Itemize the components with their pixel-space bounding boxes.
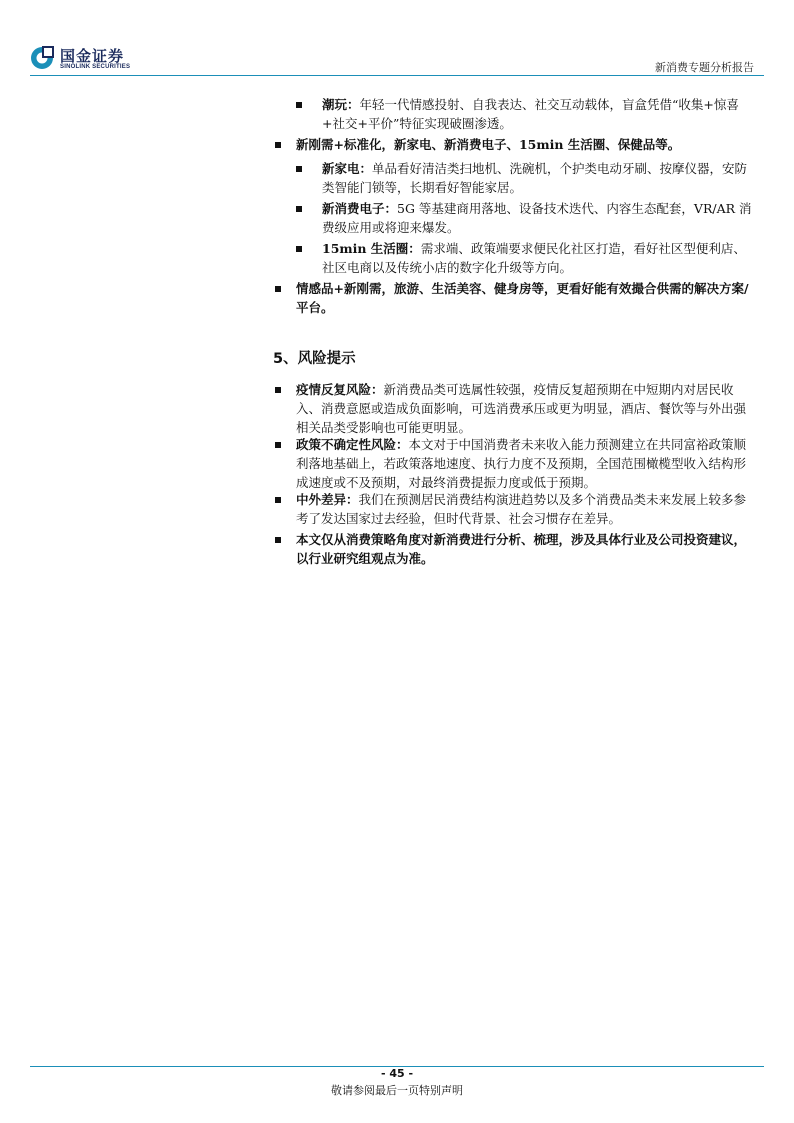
bullet-square-icon <box>275 442 281 448</box>
bullet-square-icon <box>275 286 281 292</box>
risk-label: 政策不确定性风险： <box>296 437 409 452</box>
logo-mark-icon <box>30 46 54 70</box>
bullet-square-icon <box>296 206 302 212</box>
section-heading: 5、风险提示 <box>273 351 356 367</box>
sub-bullet-15min-life-circle <box>322 239 756 277</box>
page-header <box>0 0 794 80</box>
risk-text: 本文仅从消费策略角度对新消费进行分析、梳理，涉及具体行业及公司投资建议，以行业研究组观点为准。 <box>296 532 747 566</box>
company-logo <box>30 46 145 74</box>
bullet-square-icon <box>296 166 302 172</box>
header-divider <box>30 75 764 76</box>
logo-english-name: SINOLINK SECURITIES <box>60 64 131 70</box>
risk-item-policy <box>296 435 756 492</box>
risk-text: 新消费品类可选属性较强，疫情反复超预期在中短期内对居民收入、消费意愿或造成负面影响，可选消费承压或更为明显，酒店、餐饮等与外出强相关品类受影响也可能更明显。 <box>296 382 747 435</box>
bullet-square-icon <box>275 387 281 393</box>
report-title: 新消费专题分析报告 <box>655 61 754 74</box>
sub-bullet-label: 新家电： <box>322 161 373 176</box>
risk-text: 本文对于中国消费者未来收入能力预测建立在共同富裕政策顺利落地基础上，若政策落地速度、执行力度不及预期，全国范围橄榄型收入结构形成速度或不及预期，对最终消费提振力度或低于预期。 <box>296 437 747 490</box>
sub-bullet-label: 潮玩： <box>322 97 360 112</box>
bullet-square-icon <box>275 142 281 148</box>
sub-bullet-text: 单品看好清洁类扫地机、洗碗机，个护类电动牙刷、按摩仪器，安防类智能门锁等，长期看好智能家居。 <box>322 161 748 195</box>
sub-bullet-new-appliances <box>322 159 756 197</box>
sub-bullet-chaowan <box>322 95 756 133</box>
sub-bullet-label: 新消费电子： <box>322 201 398 216</box>
sub-bullet-text: 5G 等基建商用落地、设备技术迭代、内容生态配套，VR/AR 消费级应用或将迎来爆发。 <box>322 201 752 235</box>
risk-item-scope-note <box>296 530 756 568</box>
risk-item-domestic-foreign-difference <box>296 490 756 528</box>
bullet-square-icon <box>275 497 281 503</box>
sub-bullet-new-consumer-electronics <box>322 199 756 237</box>
sub-bullet-text: 年轻一代情感投射、自我表达、社交互动载体，盲盒凭借“收集+惊喜+社交+平价”特征实现破圈渗透。 <box>322 97 739 131</box>
bullet-new-rigid-demand <box>296 135 756 154</box>
risk-label: 中外差异： <box>296 492 359 507</box>
bullet-square-icon <box>296 102 302 108</box>
bullet-text: 情感品+新刚需，旅游、生活美容、健身房等，更看好能有效撮合供需的解决方案/平台。 <box>296 281 749 315</box>
bullet-text: 新刚需+标准化，新家电、新消费电子、15min 生活圈、保健品等。 <box>296 137 681 152</box>
sub-bullet-text: 需求端、政策端要求便民化社区打造，看好社区型便利店、社区电商以及传统小店的数字化升级等方向。 <box>322 241 746 275</box>
bullet-emotional-goods <box>296 279 756 317</box>
risk-label: 疫情反复风险： <box>296 382 384 397</box>
page-number: - 45 - <box>380 1067 414 1080</box>
logo-chinese-name: 国金证券 <box>60 47 125 65</box>
footer-disclaimer: 敬请参阅最后一页特别声明 <box>331 1084 463 1097</box>
risk-item-epidemic <box>296 380 756 437</box>
bullet-square-icon <box>275 537 281 543</box>
sub-bullet-label: 15min 生活圈： <box>322 241 421 256</box>
risk-text: 我们在预测居民消费结构演进趋势以及多个消费品类未来发展上较多参考了发达国家过去经验，但时代背景、社会习惯存在差异。 <box>296 492 747 526</box>
bullet-square-icon <box>296 246 302 252</box>
